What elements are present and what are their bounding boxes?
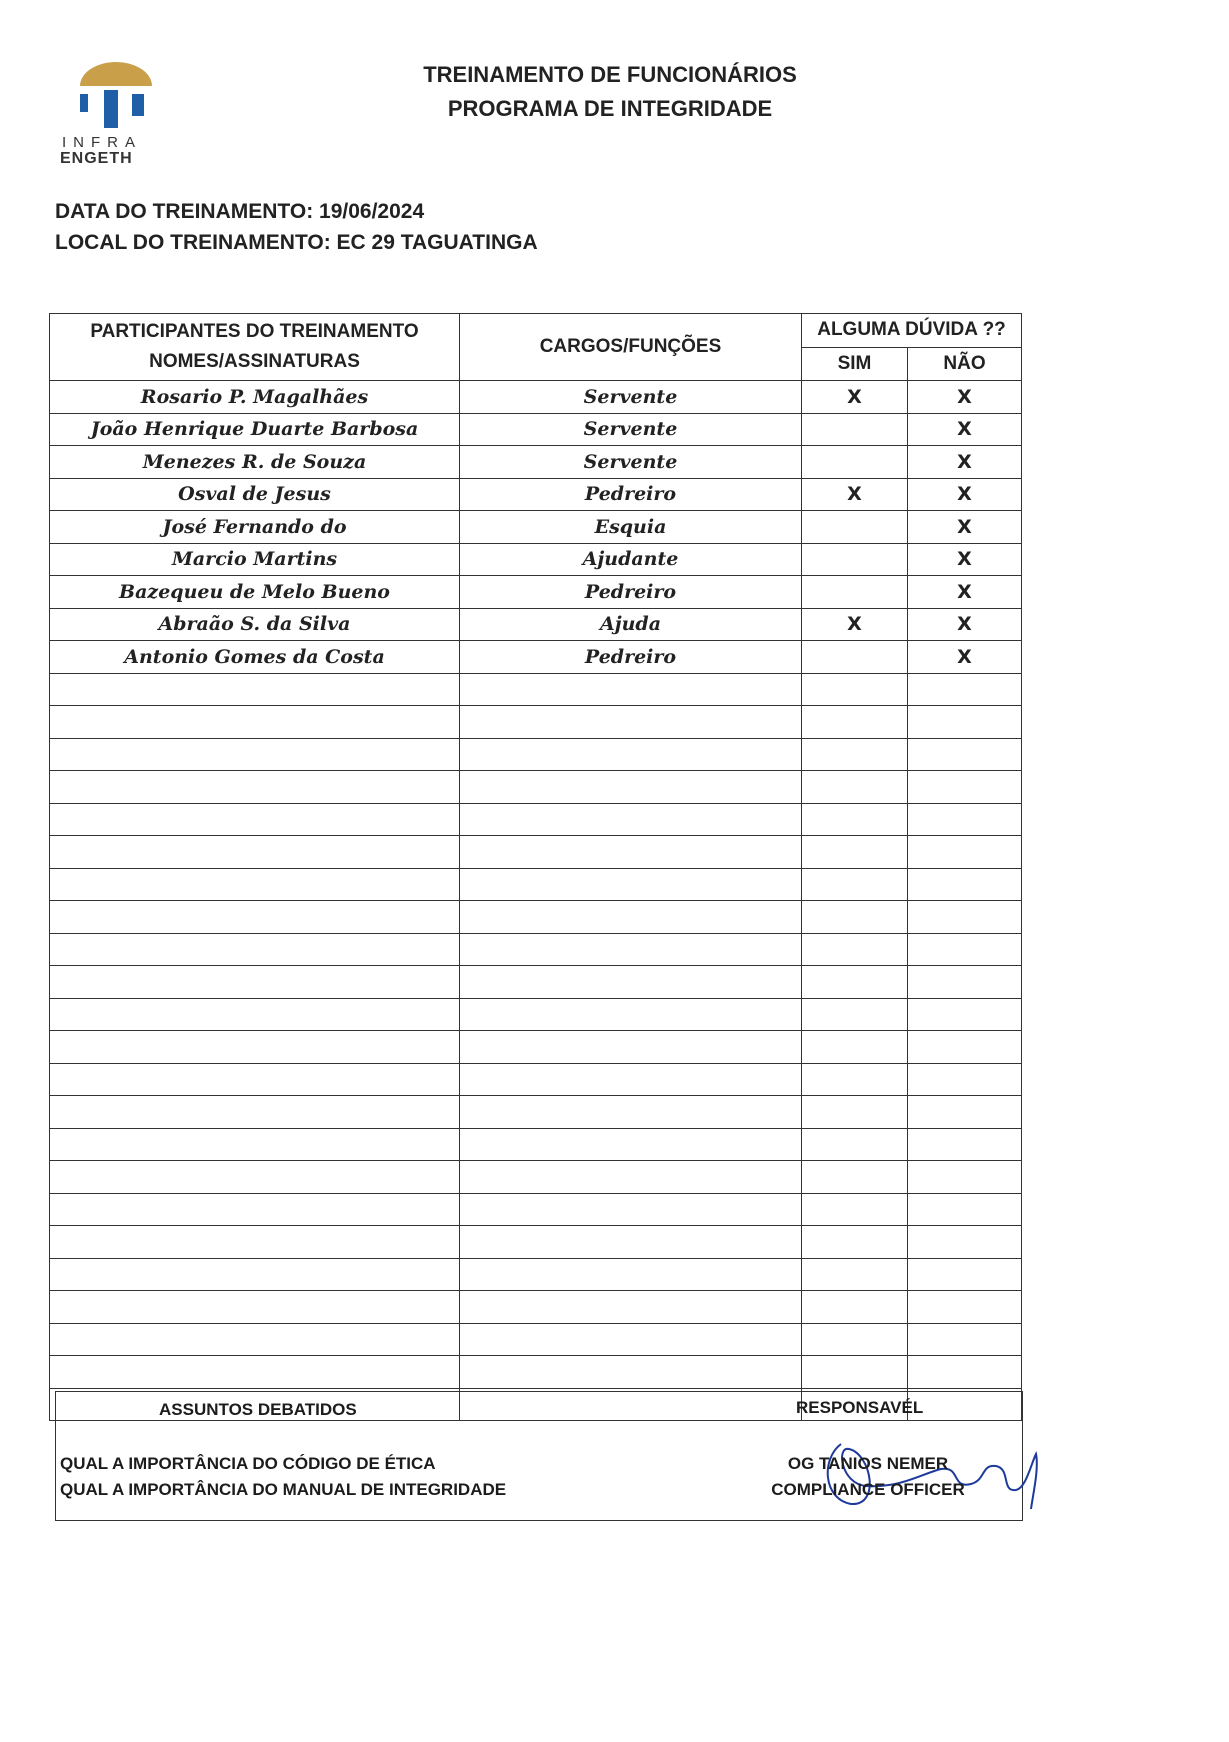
officer-name: OG TANIOS NEMER	[787, 1454, 949, 1473]
participant-role-cell	[460, 1161, 802, 1194]
participant-name-cell	[50, 1031, 460, 1064]
table-row	[50, 1323, 1022, 1356]
table-row	[50, 1063, 1022, 1096]
participant-name-cell: Antonio Gomes da Costa	[50, 641, 460, 674]
participant-role-cell	[460, 1323, 802, 1356]
table-row	[50, 511, 1022, 544]
table-row	[50, 413, 1022, 446]
doubt-no-cell	[908, 933, 1022, 966]
participant-role-cell: Esquia	[460, 511, 802, 544]
doubt-yes-cell	[802, 1291, 908, 1324]
attendance-rows	[50, 381, 1022, 1421]
participant-name-cell: João Henrique Duarte Barbosa	[50, 413, 460, 446]
doubt-no-cell	[908, 803, 1022, 836]
doubt-no-cell	[908, 1291, 1022, 1324]
doubt-no-cell	[908, 738, 1022, 771]
table-row	[50, 1096, 1022, 1129]
table-row	[50, 966, 1022, 999]
participant-role-cell	[460, 998, 802, 1031]
doubt-yes-cell	[802, 1063, 908, 1096]
participant-role-cell	[460, 901, 802, 934]
attendance-table	[49, 313, 1022, 1421]
table-row	[50, 771, 1022, 804]
doubt-no-cell: X	[908, 576, 1022, 609]
participant-name-cell	[50, 901, 460, 934]
doubt-yes-cell	[802, 446, 908, 479]
participant-role-cell	[460, 1226, 802, 1259]
doubt-yes-cell	[802, 901, 908, 934]
participant-name-cell	[50, 1323, 460, 1356]
doubt-yes-cell	[802, 998, 908, 1031]
participant-name-cell	[50, 771, 460, 804]
footer-box	[55, 1391, 1023, 1521]
participant-name-cell	[50, 1291, 460, 1324]
participant-name-cell	[50, 1226, 460, 1259]
doubt-yes-cell	[802, 1096, 908, 1129]
participant-name-cell: Marcio Martins	[50, 543, 460, 576]
participant-role-cell	[460, 803, 802, 836]
doubt-no-cell	[908, 706, 1022, 739]
table-row	[50, 608, 1022, 641]
table-row	[50, 933, 1022, 966]
table-row	[50, 1356, 1022, 1389]
table-row	[50, 478, 1022, 511]
participant-name-cell	[50, 1193, 460, 1226]
doubt-yes-cell	[802, 706, 908, 739]
doubt-yes-cell	[802, 1323, 908, 1356]
participant-role-cell	[460, 1128, 802, 1161]
table-row	[50, 836, 1022, 869]
doubt-no-cell: X	[908, 381, 1022, 414]
participant-role-cell: Pedreiro	[460, 641, 802, 674]
participant-role-cell: Pedreiro	[460, 576, 802, 609]
participant-role-cell	[460, 1258, 802, 1291]
column-header-yes: SIM	[802, 347, 908, 381]
table-row	[50, 1161, 1022, 1194]
participant-name-cell	[50, 738, 460, 771]
training-date: DATA DO TREINAMENTO: 19/06/2024	[55, 200, 425, 223]
table-row	[50, 803, 1022, 836]
table-row	[50, 1193, 1022, 1226]
participant-role-cell	[460, 836, 802, 869]
participant-name-cell	[50, 1356, 460, 1389]
doubt-yes-cell	[802, 1356, 908, 1389]
participant-name-cell: Abraão S. da Silva	[50, 608, 460, 641]
participant-name-cell: Bazequeu de Melo Bueno	[50, 576, 460, 609]
doubt-yes-cell	[802, 1258, 908, 1291]
participant-role-cell	[460, 966, 802, 999]
participant-name-cell	[50, 966, 460, 999]
doubt-yes-cell	[802, 413, 908, 446]
participant-role-cell: Servente	[460, 381, 802, 414]
participant-role-cell	[460, 771, 802, 804]
doubt-no-cell: X	[908, 413, 1022, 446]
doubt-no-cell	[908, 998, 1022, 1031]
doubt-yes-cell	[802, 1128, 908, 1161]
participant-role-cell: Servente	[460, 413, 802, 446]
doubt-yes-cell: X	[802, 608, 908, 641]
doubt-yes-cell	[802, 641, 908, 674]
participant-role-cell: Pedreiro	[460, 478, 802, 511]
doubt-yes-cell	[802, 1226, 908, 1259]
doubt-yes-cell	[802, 933, 908, 966]
column-header-no: NÃO	[908, 347, 1022, 381]
doubt-no-cell	[908, 1063, 1022, 1096]
participant-role-cell	[460, 1063, 802, 1096]
table-row	[50, 1226, 1022, 1259]
subject-topic-integrity: QUAL A IMPORTÂNCIA DO MANUAL DE INTEGRIDADE	[60, 1480, 507, 1499]
table-row	[50, 706, 1022, 739]
table-row	[50, 1258, 1022, 1291]
doubt-no-cell	[908, 966, 1022, 999]
doubt-yes-cell	[802, 803, 908, 836]
column-header-roles: CARGOS/FUNÇÕES	[460, 314, 802, 381]
doubt-no-cell: X	[908, 478, 1022, 511]
logo-line-1: INFRA	[62, 134, 142, 151]
training-location: LOCAL DO TREINAMENTO: EC 29 TAGUATINGA	[55, 231, 538, 254]
participant-role-cell	[460, 1193, 802, 1226]
doubt-yes-cell	[802, 543, 908, 576]
table-row	[50, 446, 1022, 479]
participant-name-cell	[50, 1128, 460, 1161]
participant-role-cell	[460, 1096, 802, 1129]
participant-role-cell	[460, 738, 802, 771]
participant-role-cell	[460, 1291, 802, 1324]
doubt-yes-cell: X	[802, 478, 908, 511]
participant-name-cell	[50, 1258, 460, 1291]
participant-role-cell	[460, 1356, 802, 1389]
doubt-yes-cell	[802, 576, 908, 609]
table-row	[50, 1291, 1022, 1324]
participant-name-cell	[50, 868, 460, 901]
doubt-no-cell: X	[908, 511, 1022, 544]
doubt-no-cell: X	[908, 641, 1022, 674]
participant-name-cell: José Fernando do	[50, 511, 460, 544]
officer-title: COMPLIANCE OFFICER	[771, 1480, 965, 1499]
doubt-no-cell: X	[908, 608, 1022, 641]
table-row	[50, 576, 1022, 609]
participant-name-cell	[50, 1096, 460, 1129]
doubt-yes-cell	[802, 1193, 908, 1226]
table-row	[50, 998, 1022, 1031]
doubt-yes-cell	[802, 771, 908, 804]
responsible-label: RESPONSAVÉL	[796, 1398, 924, 1417]
participant-role-cell: Ajudante	[460, 543, 802, 576]
participant-name-cell	[50, 1063, 460, 1096]
doubt-yes-cell	[802, 1031, 908, 1064]
doubt-no-cell	[908, 1128, 1022, 1161]
doubt-yes-cell	[802, 1161, 908, 1194]
participant-name-cell	[50, 836, 460, 869]
doubt-yes-cell	[802, 836, 908, 869]
participant-name-cell	[50, 1161, 460, 1194]
company-logo	[58, 60, 168, 170]
table-row	[50, 641, 1022, 674]
doubt-no-cell	[908, 1356, 1022, 1389]
participant-role-cell	[460, 1031, 802, 1064]
subjects-title: ASSUNTOS DEBATIDOS	[159, 1400, 357, 1419]
participant-name-cell	[50, 673, 460, 706]
doubt-yes-cell	[802, 511, 908, 544]
participant-role-cell	[460, 933, 802, 966]
doubt-yes-cell: X	[802, 381, 908, 414]
participant-role-cell	[460, 868, 802, 901]
column-header-names: PARTICIPANTES DO TREINAMENTO NOMES/ASSINATURAS	[50, 314, 460, 381]
document-title: TREINAMENTO DE FUNCIONÁRIOS	[423, 62, 797, 87]
doubt-yes-cell	[802, 966, 908, 999]
table-row	[50, 1128, 1022, 1161]
table-row	[50, 381, 1022, 414]
logo-line-2: ENGETH	[60, 150, 133, 167]
participant-name-cell	[50, 933, 460, 966]
logo-mark-icon	[76, 60, 166, 132]
doubt-no-cell	[908, 901, 1022, 934]
participant-name-cell	[50, 706, 460, 739]
doubt-yes-cell	[802, 673, 908, 706]
document-subtitle: PROGRAMA DE INTEGRIDADE	[447, 96, 773, 121]
doubt-no-cell	[908, 1323, 1022, 1356]
table-row	[50, 868, 1022, 901]
participant-name-cell: Menezes R. de Souza	[50, 446, 460, 479]
participant-name-cell: Osval de Jesus	[50, 478, 460, 511]
participant-role-cell: Ajuda	[460, 608, 802, 641]
doubt-no-cell	[908, 1226, 1022, 1259]
participant-role-cell	[460, 706, 802, 739]
doubt-no-cell	[908, 1096, 1022, 1129]
participant-name-cell: Rosario P. Magalhães	[50, 381, 460, 414]
participant-name-cell	[50, 998, 460, 1031]
doubt-no-cell	[908, 771, 1022, 804]
doubt-yes-cell	[802, 738, 908, 771]
doubt-yes-cell	[802, 868, 908, 901]
table-row	[50, 738, 1022, 771]
table-row	[50, 901, 1022, 934]
table-row	[50, 673, 1022, 706]
participant-role-cell: Servente	[460, 446, 802, 479]
doubt-no-cell: X	[908, 543, 1022, 576]
doubt-no-cell	[908, 1258, 1022, 1291]
table-row	[50, 1031, 1022, 1064]
doubt-no-cell	[908, 1193, 1022, 1226]
participant-role-cell	[460, 673, 802, 706]
subject-topic-ethics: QUAL A IMPORTÂNCIA DO CÓDIGO DE ÉTICA	[60, 1454, 436, 1473]
doubt-no-cell	[908, 836, 1022, 869]
doubt-no-cell	[908, 868, 1022, 901]
doubt-no-cell	[908, 1161, 1022, 1194]
doubt-no-cell	[908, 673, 1022, 706]
participant-name-cell	[50, 803, 460, 836]
doubt-no-cell	[908, 1031, 1022, 1064]
doubt-no-cell: X	[908, 446, 1022, 479]
table-row	[50, 543, 1022, 576]
column-header-doubt: ALGUMA DÚVIDA ??	[802, 314, 1022, 348]
